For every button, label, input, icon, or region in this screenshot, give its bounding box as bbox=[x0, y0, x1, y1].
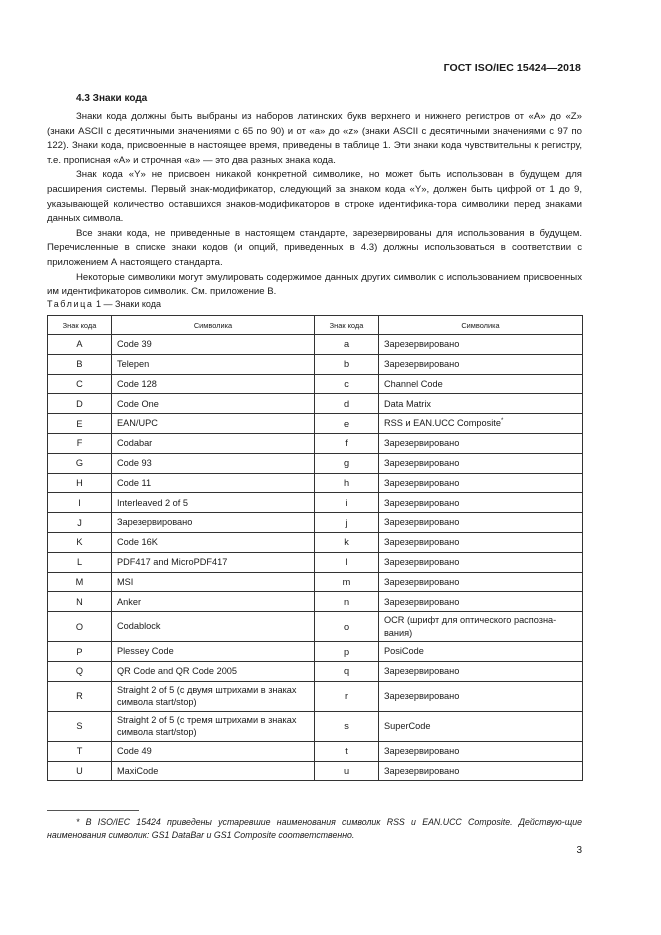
code-letter-upper bbox=[48, 681, 112, 711]
cell-text: Зарезервировано bbox=[117, 517, 193, 528]
cell-text: r bbox=[344, 691, 349, 702]
symbology-lower bbox=[379, 453, 583, 473]
code-letter-lower bbox=[315, 414, 379, 434]
table-row bbox=[48, 493, 583, 513]
symbology-lower bbox=[379, 414, 583, 434]
code-letter-upper bbox=[48, 493, 112, 513]
cell-text: QR Code and QR Code 2005 bbox=[117, 666, 238, 677]
cell-text: Зарезервировано bbox=[384, 438, 460, 449]
document-header: ГОСТ ISO/IEC 15424—2018 bbox=[443, 62, 581, 74]
symbology-upper bbox=[112, 761, 315, 781]
symbology-upper bbox=[112, 453, 315, 473]
code-letter-lower bbox=[315, 552, 379, 572]
column-header: Символика bbox=[379, 316, 583, 335]
cell-text: L bbox=[76, 557, 83, 568]
cell-text: p bbox=[343, 646, 350, 657]
paragraph: Знак кода «Y» не присвоен никакой конкретной символике, но может быть использован в будущем для расширения системы. Первый знак-модификатор, следующий за знаком кода «Y», должен быть цифрой от 1 до 9, указывающей количество оставшихся знаков-модификаторов в строке идентифика-тора символики перед знаками данных символа. bbox=[47, 169, 582, 225]
symbology-lower bbox=[379, 711, 583, 741]
symbology-upper bbox=[112, 414, 315, 434]
column-header: Знак кода bbox=[315, 316, 379, 335]
table-row bbox=[48, 394, 583, 414]
cell-text: Зарезервировано bbox=[384, 457, 460, 468]
cell-text: R bbox=[76, 691, 83, 702]
cell-text: d bbox=[343, 398, 350, 409]
table-row bbox=[48, 642, 583, 662]
symbology-upper bbox=[112, 354, 315, 374]
symbology-lower bbox=[379, 761, 583, 781]
cell-text: n bbox=[343, 596, 350, 607]
cell-text: Channel Code bbox=[384, 378, 443, 389]
code-letter-upper bbox=[48, 335, 112, 355]
code-letter-lower bbox=[315, 532, 379, 552]
cell-text: o bbox=[343, 621, 350, 632]
code-letter-lower bbox=[315, 354, 379, 374]
cell-text: Code One bbox=[117, 398, 159, 409]
code-letter-upper bbox=[48, 612, 112, 642]
footnote bbox=[47, 816, 582, 841]
cell-text: Зарезервировано bbox=[384, 497, 460, 508]
cell-text: Зарезервировано bbox=[384, 477, 460, 488]
cell-text: Plessey Code bbox=[117, 646, 174, 657]
cell-text: B bbox=[76, 359, 83, 370]
cell-text: Codablock bbox=[117, 621, 161, 632]
table-caption-text: 1 — Знаки кода bbox=[93, 299, 161, 309]
symbology-lower bbox=[379, 661, 583, 681]
cell-text: E bbox=[76, 418, 83, 429]
symbology-upper bbox=[112, 612, 315, 642]
cell-text: C bbox=[76, 378, 83, 389]
cell-text: Зарезервировано bbox=[384, 339, 460, 350]
cell-text: EAN/UPC bbox=[117, 418, 158, 429]
symbology-upper bbox=[112, 394, 315, 414]
symbology-upper bbox=[112, 552, 315, 572]
cell-text: Зарезервировано bbox=[384, 556, 460, 567]
cell-text: J bbox=[77, 517, 82, 528]
code-letter-upper bbox=[48, 642, 112, 662]
footnote-marker: * bbox=[500, 418, 504, 425]
symbology-lower bbox=[379, 374, 583, 394]
table-row bbox=[48, 414, 583, 434]
table-row bbox=[48, 453, 583, 473]
cell-text: Telepen bbox=[117, 358, 150, 369]
cell-text: I bbox=[78, 497, 81, 508]
cell-text: h bbox=[343, 477, 350, 488]
code-letter-lower bbox=[315, 592, 379, 612]
code-letter-lower bbox=[315, 741, 379, 761]
cell-text: Зарезервировано bbox=[384, 745, 460, 756]
code-letter-upper bbox=[48, 433, 112, 453]
cell-text: Data Matrix bbox=[384, 398, 431, 409]
code-letter-lower bbox=[315, 612, 379, 642]
symbology-upper bbox=[112, 433, 315, 453]
table-row bbox=[48, 592, 583, 612]
code-letter-upper bbox=[48, 532, 112, 552]
symbology-lower bbox=[379, 572, 583, 592]
symbology-upper bbox=[112, 741, 315, 761]
table-row bbox=[48, 513, 583, 533]
cell-text: Codabar bbox=[117, 438, 153, 449]
cell-text: c bbox=[344, 378, 349, 389]
cell-text: f bbox=[345, 438, 348, 449]
code-letter-lower bbox=[315, 711, 379, 741]
symbology-lower bbox=[379, 612, 583, 642]
table-row bbox=[48, 532, 583, 552]
table-row bbox=[48, 374, 583, 394]
symbology-lower bbox=[379, 552, 583, 572]
code-letter-lower bbox=[315, 433, 379, 453]
cell-text: Code 16K bbox=[117, 537, 158, 548]
paragraph: Некоторые символики могут эмулировать содержимое данных других символик с использованием присвоенных им идентификаторов символик. См. приложение В. bbox=[47, 271, 582, 298]
code-letter-lower bbox=[315, 394, 379, 414]
table-row bbox=[48, 661, 583, 681]
cell-text: Anker bbox=[117, 596, 142, 607]
page-number: 3 bbox=[576, 845, 582, 856]
code-letter-upper bbox=[48, 741, 112, 761]
cell-text: Зарезервировано bbox=[384, 666, 460, 677]
code-table bbox=[47, 315, 583, 781]
cell-text: l bbox=[345, 557, 348, 568]
cell-text: k bbox=[344, 537, 349, 548]
code-letter-upper bbox=[48, 414, 112, 434]
table-row bbox=[48, 711, 583, 741]
cell-text: t bbox=[345, 746, 348, 757]
code-letter-lower bbox=[315, 473, 379, 493]
code-letter-upper bbox=[48, 473, 112, 493]
table-row bbox=[48, 761, 583, 781]
code-letter-lower bbox=[315, 335, 379, 355]
symbology-lower bbox=[379, 681, 583, 711]
cell-text: Code 39 bbox=[117, 339, 152, 350]
cell-text: K bbox=[76, 537, 83, 548]
table-caption-label: Таблица bbox=[47, 299, 94, 309]
symbology-lower bbox=[379, 473, 583, 493]
cell-text: G bbox=[75, 458, 84, 469]
code-letter-upper bbox=[48, 761, 112, 781]
code-letter-upper bbox=[48, 592, 112, 612]
code-letter-upper bbox=[48, 711, 112, 741]
symbology-upper bbox=[112, 681, 315, 711]
cell-text: g bbox=[343, 458, 350, 469]
symbology-lower bbox=[379, 354, 583, 374]
symbology-upper bbox=[112, 473, 315, 493]
code-letter-lower bbox=[315, 513, 379, 533]
code-letter-upper bbox=[48, 513, 112, 533]
table-header-row bbox=[48, 316, 583, 335]
code-letter-upper bbox=[48, 354, 112, 374]
table-caption bbox=[47, 299, 161, 309]
cell-text: H bbox=[76, 477, 83, 488]
code-letter-lower bbox=[315, 374, 379, 394]
cell-text: N bbox=[76, 596, 83, 607]
cell-text: m bbox=[342, 576, 351, 587]
cell-text: Straight 2 of 5 (с тремя штрихами в знаках символа start/stop) bbox=[117, 714, 297, 738]
cell-text: Зарезервировано bbox=[384, 517, 460, 528]
code-letter-upper bbox=[48, 552, 112, 572]
symbology-lower bbox=[379, 642, 583, 662]
symbology-upper bbox=[112, 642, 315, 662]
paragraph: Все знаки кода, не приведенные в настоящем стандарте, зарезервированы для использования в будущем. Перечисленные в списке знаки кодов (и опций, приведенных в 4.3) должны использоваться в соответствии с приложением А настоящего стандарта. bbox=[47, 227, 582, 268]
cell-text: q bbox=[343, 666, 350, 677]
cell-text: Interleaved 2 of 5 bbox=[117, 497, 188, 508]
section-title: 4.3 Знаки кода bbox=[76, 93, 148, 104]
symbology-lower bbox=[379, 592, 583, 612]
table-row bbox=[48, 433, 583, 453]
table-row bbox=[48, 681, 583, 711]
cell-text: MaxiCode bbox=[117, 765, 159, 776]
cell-text: Зарезервировано bbox=[384, 765, 460, 776]
code-letter-lower bbox=[315, 493, 379, 513]
symbology-upper bbox=[112, 335, 315, 355]
symbology-lower bbox=[379, 741, 583, 761]
footnote-divider bbox=[47, 810, 139, 811]
cell-text: e bbox=[343, 418, 350, 429]
code-letter-upper bbox=[48, 572, 112, 592]
code-letter-lower bbox=[315, 572, 379, 592]
symbology-upper bbox=[112, 513, 315, 533]
table-row bbox=[48, 612, 583, 642]
code-letter-lower bbox=[315, 642, 379, 662]
symbology-upper bbox=[112, 493, 315, 513]
cell-text: PDF417 and MicroPDF417 bbox=[117, 556, 228, 567]
symbology-upper bbox=[112, 711, 315, 741]
cell-text: F bbox=[76, 438, 83, 449]
symbology-upper bbox=[112, 592, 315, 612]
symbology-lower bbox=[379, 532, 583, 552]
symbology-lower bbox=[379, 433, 583, 453]
cell-text: i bbox=[345, 497, 348, 508]
cell-text: Q bbox=[75, 666, 84, 677]
code-letter-upper bbox=[48, 453, 112, 473]
table-row bbox=[48, 552, 583, 572]
code-letter-upper bbox=[48, 394, 112, 414]
symbology-upper bbox=[112, 661, 315, 681]
cell-text: Зарезервировано bbox=[384, 537, 460, 548]
cell-text: O bbox=[75, 621, 84, 632]
code-letter-upper bbox=[48, 374, 112, 394]
symbology-lower bbox=[379, 493, 583, 513]
column-header: Символика bbox=[112, 316, 315, 335]
cell-text: b bbox=[343, 359, 350, 370]
code-letter-lower bbox=[315, 453, 379, 473]
table-row bbox=[48, 335, 583, 355]
cell-text: M bbox=[75, 576, 84, 587]
body-text bbox=[47, 110, 582, 300]
symbology-upper bbox=[112, 532, 315, 552]
code-letter-lower bbox=[315, 661, 379, 681]
cell-text: j bbox=[345, 517, 348, 528]
cell-text: Straight 2 of 5 (с двумя штрихами в знаках символа start/stop) bbox=[117, 684, 297, 708]
cell-text: Code 49 bbox=[117, 745, 152, 756]
cell-text: S bbox=[76, 721, 83, 732]
cell-text: T bbox=[76, 746, 83, 757]
cell-text: RSS и EAN.UCC Composite bbox=[384, 418, 501, 429]
cell-text: Зарезервировано bbox=[384, 596, 460, 607]
cell-text: s bbox=[344, 721, 349, 732]
symbology-lower bbox=[379, 394, 583, 414]
cell-text: Зарезервировано bbox=[384, 358, 460, 369]
code-letter-lower bbox=[315, 681, 379, 711]
footnote-text: * В ISO/IEC 15424 приведены устаревшие наименования символик RSS и EAN.UCC Composite. Действую-щие наименования символик: GS1 DataBar и GS1 Composite соответственно. bbox=[47, 817, 582, 840]
cell-text: Code 93 bbox=[117, 457, 152, 468]
symbology-upper bbox=[112, 374, 315, 394]
symbology-lower bbox=[379, 513, 583, 533]
cell-text: MSI bbox=[117, 576, 134, 587]
table-row bbox=[48, 572, 583, 592]
table-row bbox=[48, 473, 583, 493]
cell-text: Зарезервировано bbox=[384, 691, 460, 701]
table-row bbox=[48, 354, 583, 374]
cell-text: Зарезервировано bbox=[384, 576, 460, 587]
cell-text: U bbox=[76, 765, 83, 776]
cell-text: Code 11 bbox=[117, 477, 152, 488]
cell-text: u bbox=[343, 765, 350, 776]
cell-text: a bbox=[343, 339, 350, 350]
column-header: Знак кода bbox=[48, 316, 112, 335]
table-row bbox=[48, 741, 583, 761]
symbology-upper bbox=[112, 572, 315, 592]
table-body bbox=[48, 335, 583, 781]
code-letter-lower bbox=[315, 761, 379, 781]
cell-text: D bbox=[76, 398, 83, 409]
cell-text: P bbox=[76, 646, 83, 657]
cell-text: SuperCode bbox=[384, 721, 431, 731]
code-letter-upper bbox=[48, 661, 112, 681]
symbology-lower bbox=[379, 335, 583, 355]
cell-text: PosiCode bbox=[384, 646, 424, 657]
cell-text: Code 128 bbox=[117, 378, 157, 389]
cell-text: OCR (шрифт для оптического распозна-вания) bbox=[384, 615, 557, 638]
paragraph: Знаки кода должны быть выбраны из наборов латинских букв верхнего и нижнего регистров от «A» до «Z» (знаки ASCII с десятичными значениями с 65 по 90) и от «a» до «z» (знаки ASCII с десятичными значениями с 97 по 122). Знаки кода, присвоенные в настоящее время, приведены в таблице 1. Эти знаки кода чувствительны к регистру, т.е. прописная «A» и строчная «a» — это два разных знака кода. bbox=[47, 111, 582, 166]
cell-text: A bbox=[76, 339, 83, 350]
